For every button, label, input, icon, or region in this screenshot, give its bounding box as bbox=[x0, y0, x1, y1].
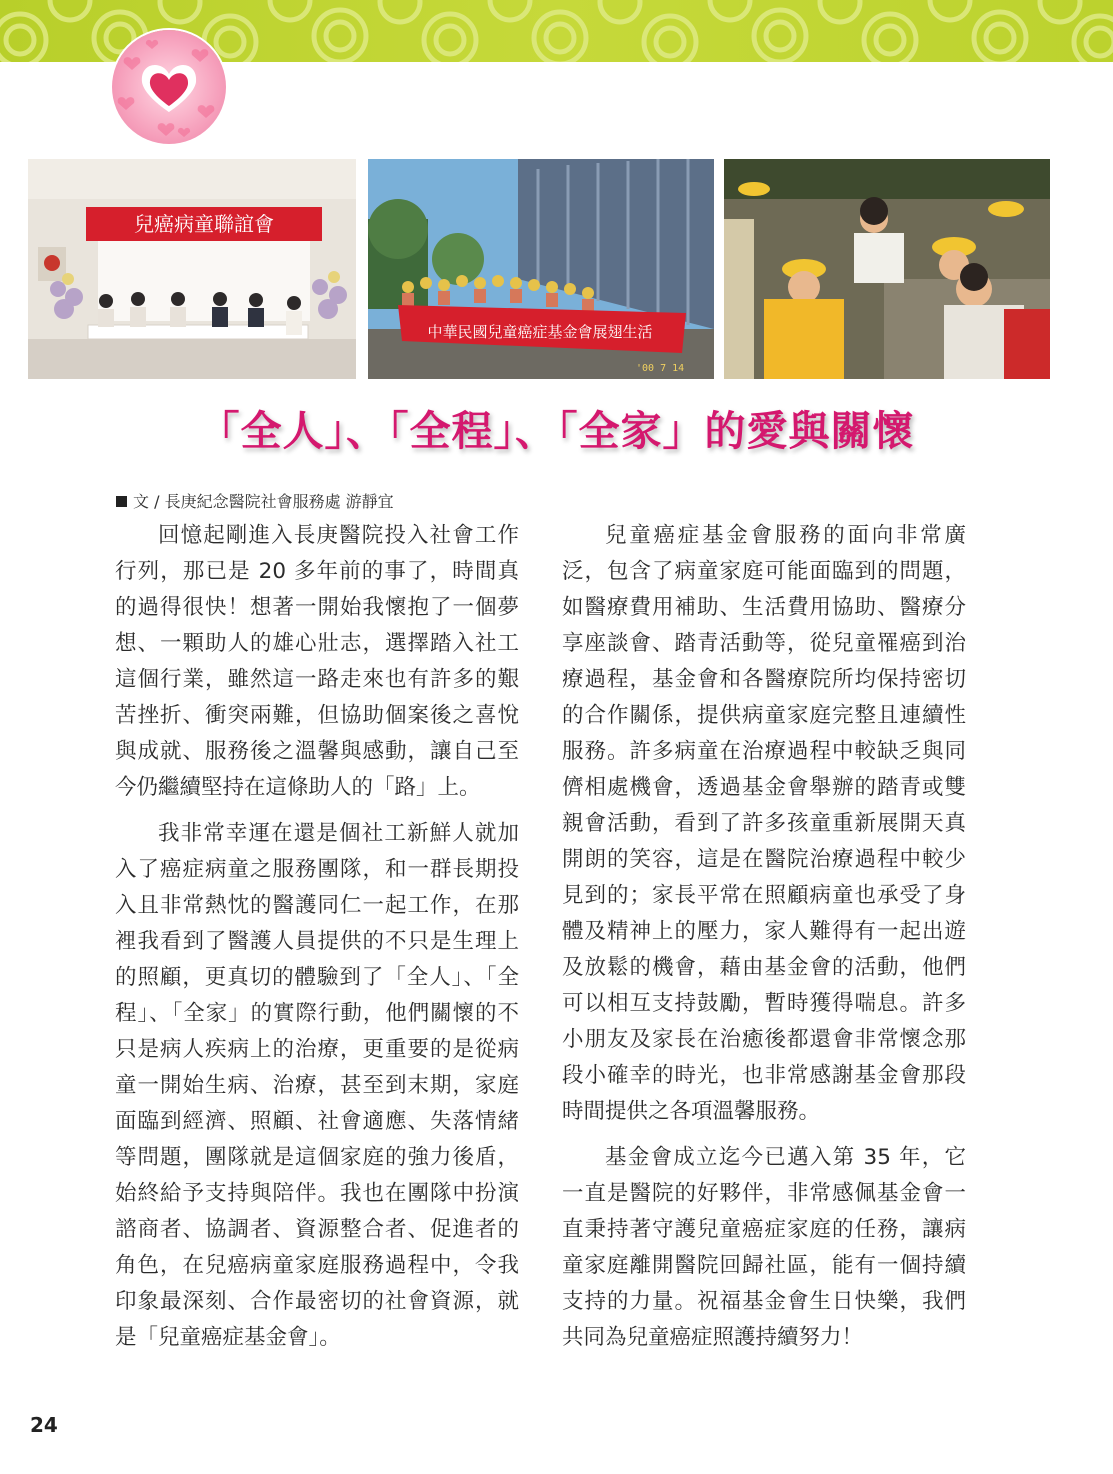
date-stamp: '00 7 14 bbox=[636, 363, 685, 374]
paragraph: 我非常幸運在還是個社工新鮮人就加入了癌症病童之服務團隊，和一群長期投入且非常熱忱的醫護同仁一起工作，在那裡我看到了醫護人員提供的不只是生理上的照顧，更真切的體驗到了「全人」、「全程」、「全家」的實際行動，他們關懷的不只是病人疾病上的治療，更重要的是從病童一開始生病、治療，甚至到末期，家庭面臨到經濟、照顧、社會適應、失落情緒等問題，團隊就是這個家庭的強力後盾，始終給予支持與陪伴。我也在團隊中扮演諮商者、協調者、資源整合者、促進者的角色，在兒癌病童家庭服務過程中，令我印象最深刻、合作最密切的社會資源，就是「兒童癌症基金會」。 bbox=[115, 821, 519, 1350]
paragraph: 回憶起剛進入長庚醫院投入社會工作行列，那已是 20 多年前的事了，時間真的過得很快！想著一開始我懷抱了一個夢想、一顆助人的雄心壯志，選擇踏入社工這個行業，雖然這一路走來也有許多的艱苦挫折、衝突兩難，但協助個案後之喜悅與成就、服務後之溫馨與感動，讓自己至今仍繼續堅持在這條助人的「路」上。 bbox=[115, 523, 519, 800]
byline bbox=[116, 489, 394, 512]
article-title: 「全人」、「全程」、「全家」的愛與關懷 bbox=[198, 407, 915, 455]
banner-text: 兒癌病童聯誼會 bbox=[134, 212, 274, 236]
article-column-right bbox=[562, 518, 966, 1366]
square-bullet-icon bbox=[116, 496, 127, 507]
photo-kids-outdoors bbox=[724, 159, 1050, 379]
article-column-left bbox=[115, 518, 519, 1366]
banner-text: 中華民國兒童癌症基金會展翅生活 bbox=[427, 323, 653, 341]
heart-badge bbox=[112, 30, 226, 144]
page-number: 24 bbox=[30, 1413, 58, 1437]
photo-seminar bbox=[28, 159, 356, 379]
paragraph: 基金會成立迄今已邁入第 35 年，它一直是醫院的好夥伴，非常感佩基金會一直秉持著守護兒童癌症家庭的任務，讓病童家庭離開醫院回歸社區，能有一個持續支持的力量。祝福基金會生日快樂，我們共同為兒童癌症照護持續努力！ bbox=[562, 1145, 966, 1350]
photo-group-banner bbox=[368, 159, 714, 379]
paragraph: 兒童癌症基金會服務的面向非常廣泛，包含了病童家庭可能面臨到的問題，如醫療費用補助、生活費用協助、醫療分享座談會、踏青活動等，從兒童罹癌到治療過程，基金會和各醫療院所均保持密切的合作關係，提供病童家庭完整且連續性服務。許多病童在治療過程中較缺乏與同儕相處機會，透過基金會舉辦的踏青或雙親會活動，看到了許多孩童重新展開天真開朗的笑容，這是在醫院治療過程中較少見到的；家長平常在照顧病童也承受了身體及精神上的壓力，家人難得有一起出遊及放鬆的機會，藉由基金會的活動，他們可以相互支持鼓勵，暫時獲得喘息。許多小朋友及家長在治癒後都還會非常懷念那段小確幸的時光，也非常感謝基金會那段時間提供之各項溫馨服務。 bbox=[562, 523, 966, 1124]
byline-text: 文 / 長庚紀念醫院社會服務處 游靜宜 bbox=[133, 492, 394, 511]
heart-icon bbox=[112, 30, 226, 144]
